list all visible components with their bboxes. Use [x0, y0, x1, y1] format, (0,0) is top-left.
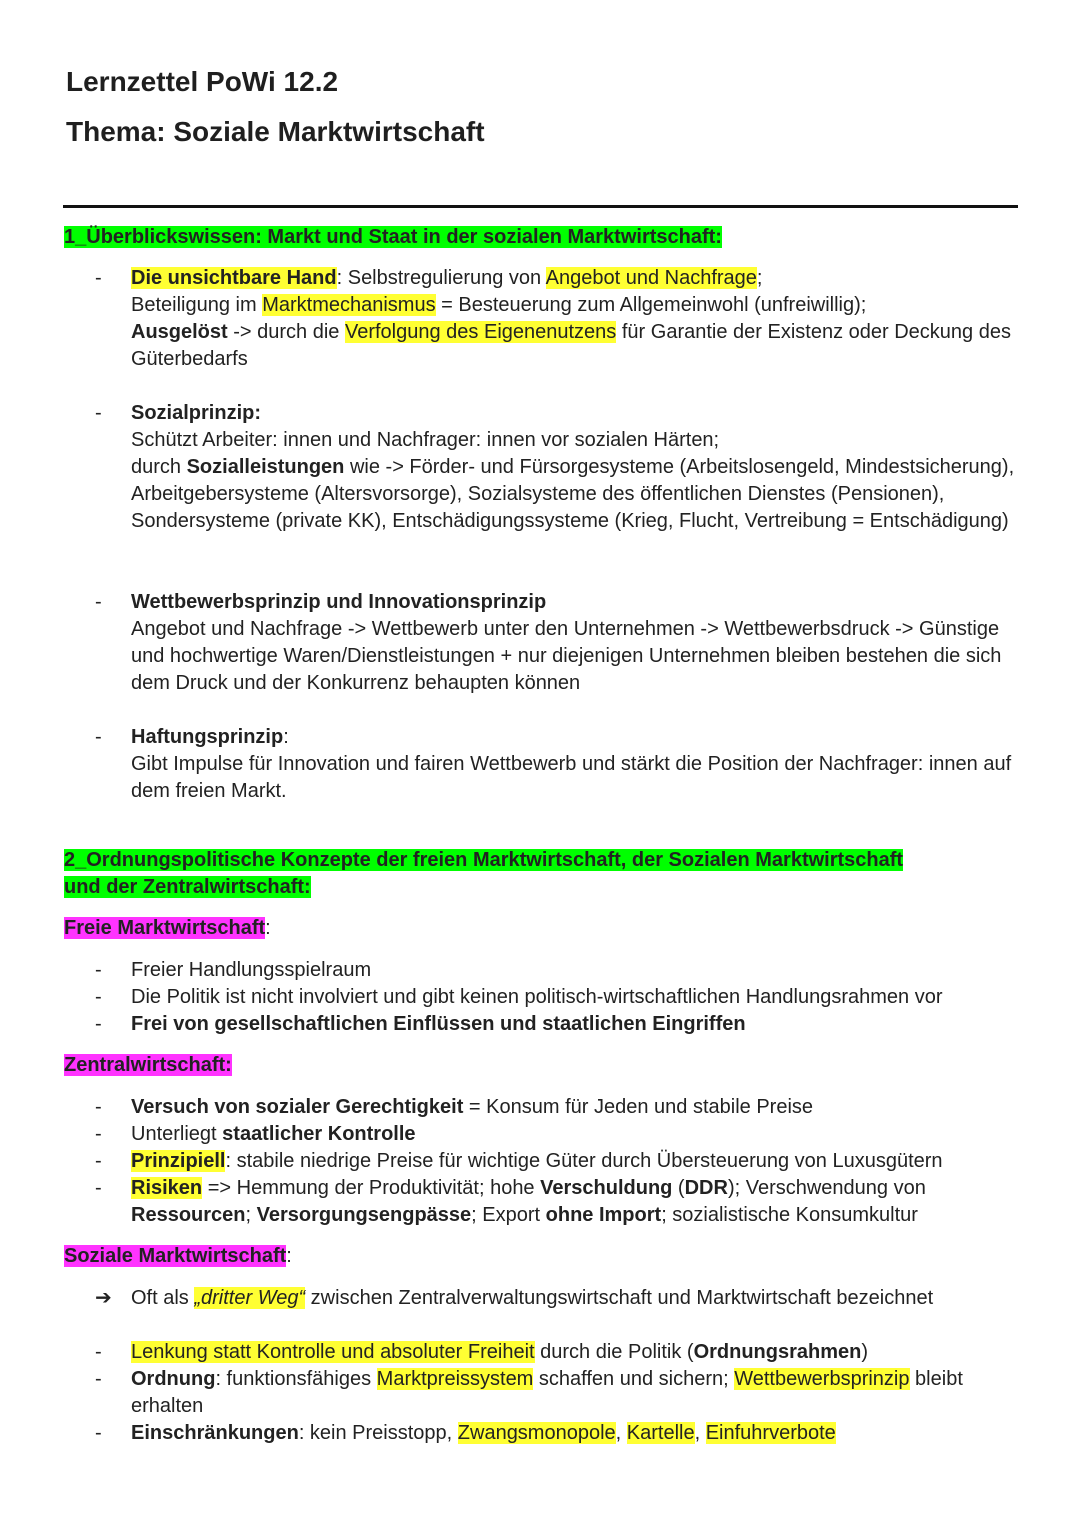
subheading-social-market-economy: Soziale Marktwirtschaft: [64, 1245, 292, 1267]
section1-heading: 1_Überblickswissen: Markt und Staat in der sozialen Marktwirtschaft: [64, 226, 722, 248]
list-item: ➔ Oft als „dritter Weg“ zwischen Zentralverwaltungswirtschaft und Marktwirtschaft bezeichnet [95, 1285, 1025, 1312]
list-item: - Lenkung statt Kontrolle und absoluter Freiheit durch die Politik (Ordnungsrahmen) [95, 1341, 869, 1363]
list-item: - Risiken => Hemmung der Produktivität; hohe Verschuldung (DDR); Verschwendung von Ressourcen; Versorgungsengpässe; Export ohne Import; sozialistische Konsumkultur [95, 1177, 926, 1226]
subheading-central-economy: Zentralwirtschaft: [64, 1054, 232, 1076]
arrow-right-icon: ➔ [95, 1287, 112, 1309]
divider-line [63, 205, 1018, 208]
list-item: - Versuch von sozialer Gerechtigkeit = Konsum für Jeden und stabile Preise [95, 1096, 814, 1118]
section2-heading: 2_Ordnungspolitische Konzepte der freien Marktwirtschaft, der Sozialen Marktwirtschaft und der Zentralwirtschaft: [64, 849, 904, 898]
page-subtitle: Thema: Soziale Marktwirtschaft [66, 116, 485, 147]
list-item: - Wettbewerbsprinzip und Innovationsprinzip Angebot und Nachfrage -> Wettbewerb unter den Unternehmen -> Wettbewerbsdruck -> Günstige und hochwertige Waren/Dienstleistungen + nur diejenigen Unternehmen bleiben bestehen die sich dem Druck und der Konkurrenz behaupten können [95, 591, 1002, 694]
list-item: - Einschränkungen: kein Preisstopp, Zwangsmonopole, Kartelle, Einfuhrverbote [95, 1422, 836, 1444]
subheading-free-market: Freie Marktwirtschaft: [64, 917, 271, 939]
list-item: - Die unsichtbare Hand: Selbstregulierung von Angebot und Nachfrage; Beteiligung im Marktmechanismus = Besteuerung zum Allgemeinwohl (unfreiwillig); Ausgelöst -> durch die Verfolgung des Eigenenutzens für Garantie der Existenz oder Deckung des Güterbedarfs [95, 267, 1011, 370]
list-item: - Freier Handlungsspielraum [95, 959, 372, 981]
list-item: - Haftungsprinzip: Gibt Impulse für Innovation und fairen Wettbewerb und stärkt die Position der Nachfrager: innen auf dem freien Markt. [95, 726, 1012, 802]
list-item: - Die Politik ist nicht involviert und gibt keinen politisch-wirtschaftlichen Handlungsrahmen vor [95, 986, 943, 1008]
list-item: - Prinzipiell: stabile niedrige Preise für wichtige Güter durch Übersteuerung von Luxusgütern [95, 1150, 943, 1172]
list-item: - Unterliegt staatlicher Kontrolle [95, 1123, 416, 1145]
list-item: - Frei von gesellschaftlichen Einflüssen und staatlichen Eingriffen [95, 1013, 746, 1035]
list-item: - Ordnung: funktionsfähiges Marktpreissystem schaffen und sichern; Wettbewerbsprinzip bleibt erhalten [95, 1368, 963, 1417]
list-item: - Sozialprinzip: Schützt Arbeiter: innen und Nachfrager: innen vor sozialen Härten; durch Sozialleistungen wie -> Förder- und Fürsorgesysteme (Arbeitslosengeld, Mindestsicherung), Arbeitgebersysteme (Altersvorsorge), Sozialsysteme des öffentlichen Dienstes (Pensionen), Sondersysteme (private KK), Entschädigungssysteme (Krieg, Flucht, Vertreibung = Entschädigung) [95, 402, 1015, 532]
page-title: Lernzettel PoWi 12.2 [66, 66, 339, 97]
